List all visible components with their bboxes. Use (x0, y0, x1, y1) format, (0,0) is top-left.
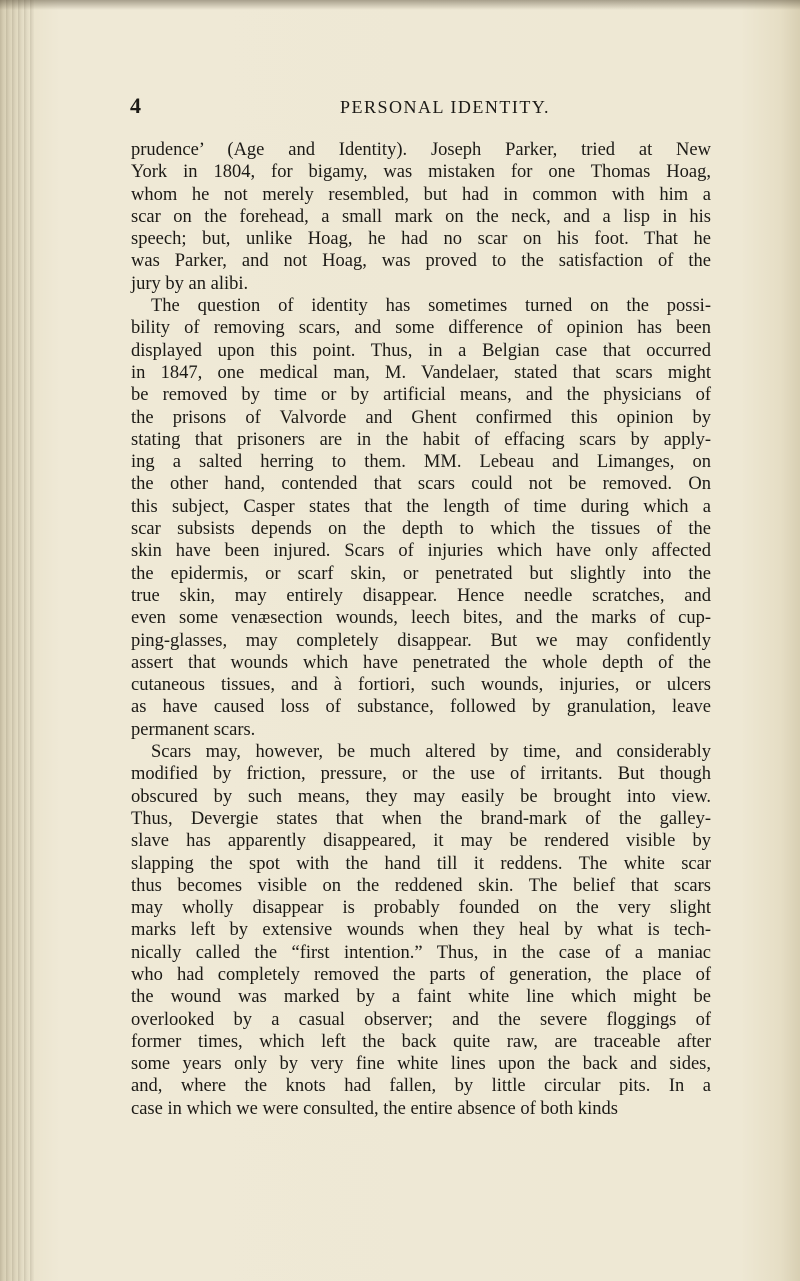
running-title: PERSONAL IDENTITY. (340, 97, 550, 117)
text-line: be removed by time or by artificial means, and the physicians of (131, 385, 711, 406)
text-line: the prisons of Valvorde and Ghent confirmed this opinion by (131, 407, 711, 428)
text-line: bility of removing scars, and some difference of opinion has been (131, 318, 711, 339)
text-line: even some venæsection wounds, leech bites, and the marks of cup- (131, 608, 711, 629)
text-line: the epidermis, or scarf skin, or penetrated but slightly into the (131, 563, 711, 584)
text-line: nically called the “first intention.” Thus, in the case of a maniac (131, 942, 711, 963)
text-line: this subject, Casper states that the length of time during which a (131, 496, 711, 517)
text-line: may wholly disappear is probably founded on the very slight (131, 898, 711, 919)
text-line: scar on the forehead, a small mark on the neck, and a lisp in his (131, 206, 711, 227)
text-line: modified by friction, pressure, or the use of irritants. But though (131, 764, 711, 785)
text-line: thus becomes visible on the reddened skin. The belief that scars (131, 875, 711, 896)
text-line: skin have been injured. Scars of injuries which have only affected (131, 541, 711, 562)
text-line: ping-glasses, may completely disappear. But we may confidently (131, 630, 711, 651)
body-text (131, 139, 711, 1120)
text-line: the wound was marked by a faint white line which might be (131, 987, 711, 1008)
text-line: permanent scars. (131, 719, 256, 740)
text-line: slave has apparently disappeared, it may be rendered visible by (131, 831, 711, 852)
binding-gutter (0, 0, 34, 1281)
text-line: marks left by extensive wounds when they heal by what is tech- (131, 920, 711, 941)
text-line: overlooked by a casual observer; and the severe floggings of (131, 1009, 711, 1030)
text-line: jury by an alibi. (131, 273, 249, 294)
text-line: ing a salted herring to them. MM. Lebeau and Limanges, on (131, 452, 711, 473)
text-line: York in 1804, for bigamy, was mistaken for one Thomas Hoag, (131, 162, 711, 183)
page-top-edge (0, 0, 800, 10)
text-line: stating that prisoners are in the habit of effacing scars by apply- (131, 429, 711, 450)
text-line: was Parker, and not Hoag, was proved to the satisfaction of the (131, 251, 711, 272)
text-line: slapping the spot with the hand till it reddens. The white scar (131, 853, 711, 874)
text-line: in 1847, one medical man, M. Vandelaer, stated that scars might (131, 362, 711, 383)
text-line: former times, which left the back quite raw, are traceable after (131, 1031, 711, 1052)
text-line: cutaneous tissues, and à fortiori, such wounds, injuries, or ulcers (131, 675, 711, 696)
text-line: Thus, Devergie states that when the brand-mark of the galley- (131, 808, 711, 829)
text-line: speech; but, unlike Hoag, he had no scar on his foot. That he (131, 229, 711, 250)
text-line: assert that wounds which have penetrated the whole depth of the (131, 652, 711, 673)
text-line: and, where the knots had fallen, by little circular pits. In a (131, 1076, 711, 1097)
text-line: scar subsists depends on the depth to which the tissues of the (131, 519, 711, 540)
text-line: The question of identity has sometimes turned on the possi- (151, 296, 711, 317)
page-number: 4 (130, 93, 141, 118)
text-line: Scars may, however, be much altered by time, and considerably (151, 742, 711, 763)
text-line: true skin, may entirely disappear. Hence needle scratches, and (131, 585, 711, 606)
text-line: displayed upon this point. Thus, in a Belgian case that occurred (131, 340, 711, 361)
text-line: some years only by very fine white lines upon the back and sides, (131, 1054, 711, 1075)
text-line: case in which we were consulted, the entire absence of both kinds (131, 1098, 618, 1119)
text-line: prudence’ (Age and Identity). Joseph Parker, tried at New (131, 140, 711, 160)
text-line: who had completely removed the parts of generation, the place of (131, 964, 711, 985)
text-line: obscured by such means, they may easily be brought into view. (131, 786, 711, 807)
text-line: as have caused loss of substance, followed by granulation, leave (131, 697, 711, 718)
page-header (130, 93, 710, 119)
text-line: the other hand, contended that scars could not be removed. On (131, 474, 711, 495)
text-line: whom he not merely resembled, but had in common with him a (131, 184, 711, 205)
